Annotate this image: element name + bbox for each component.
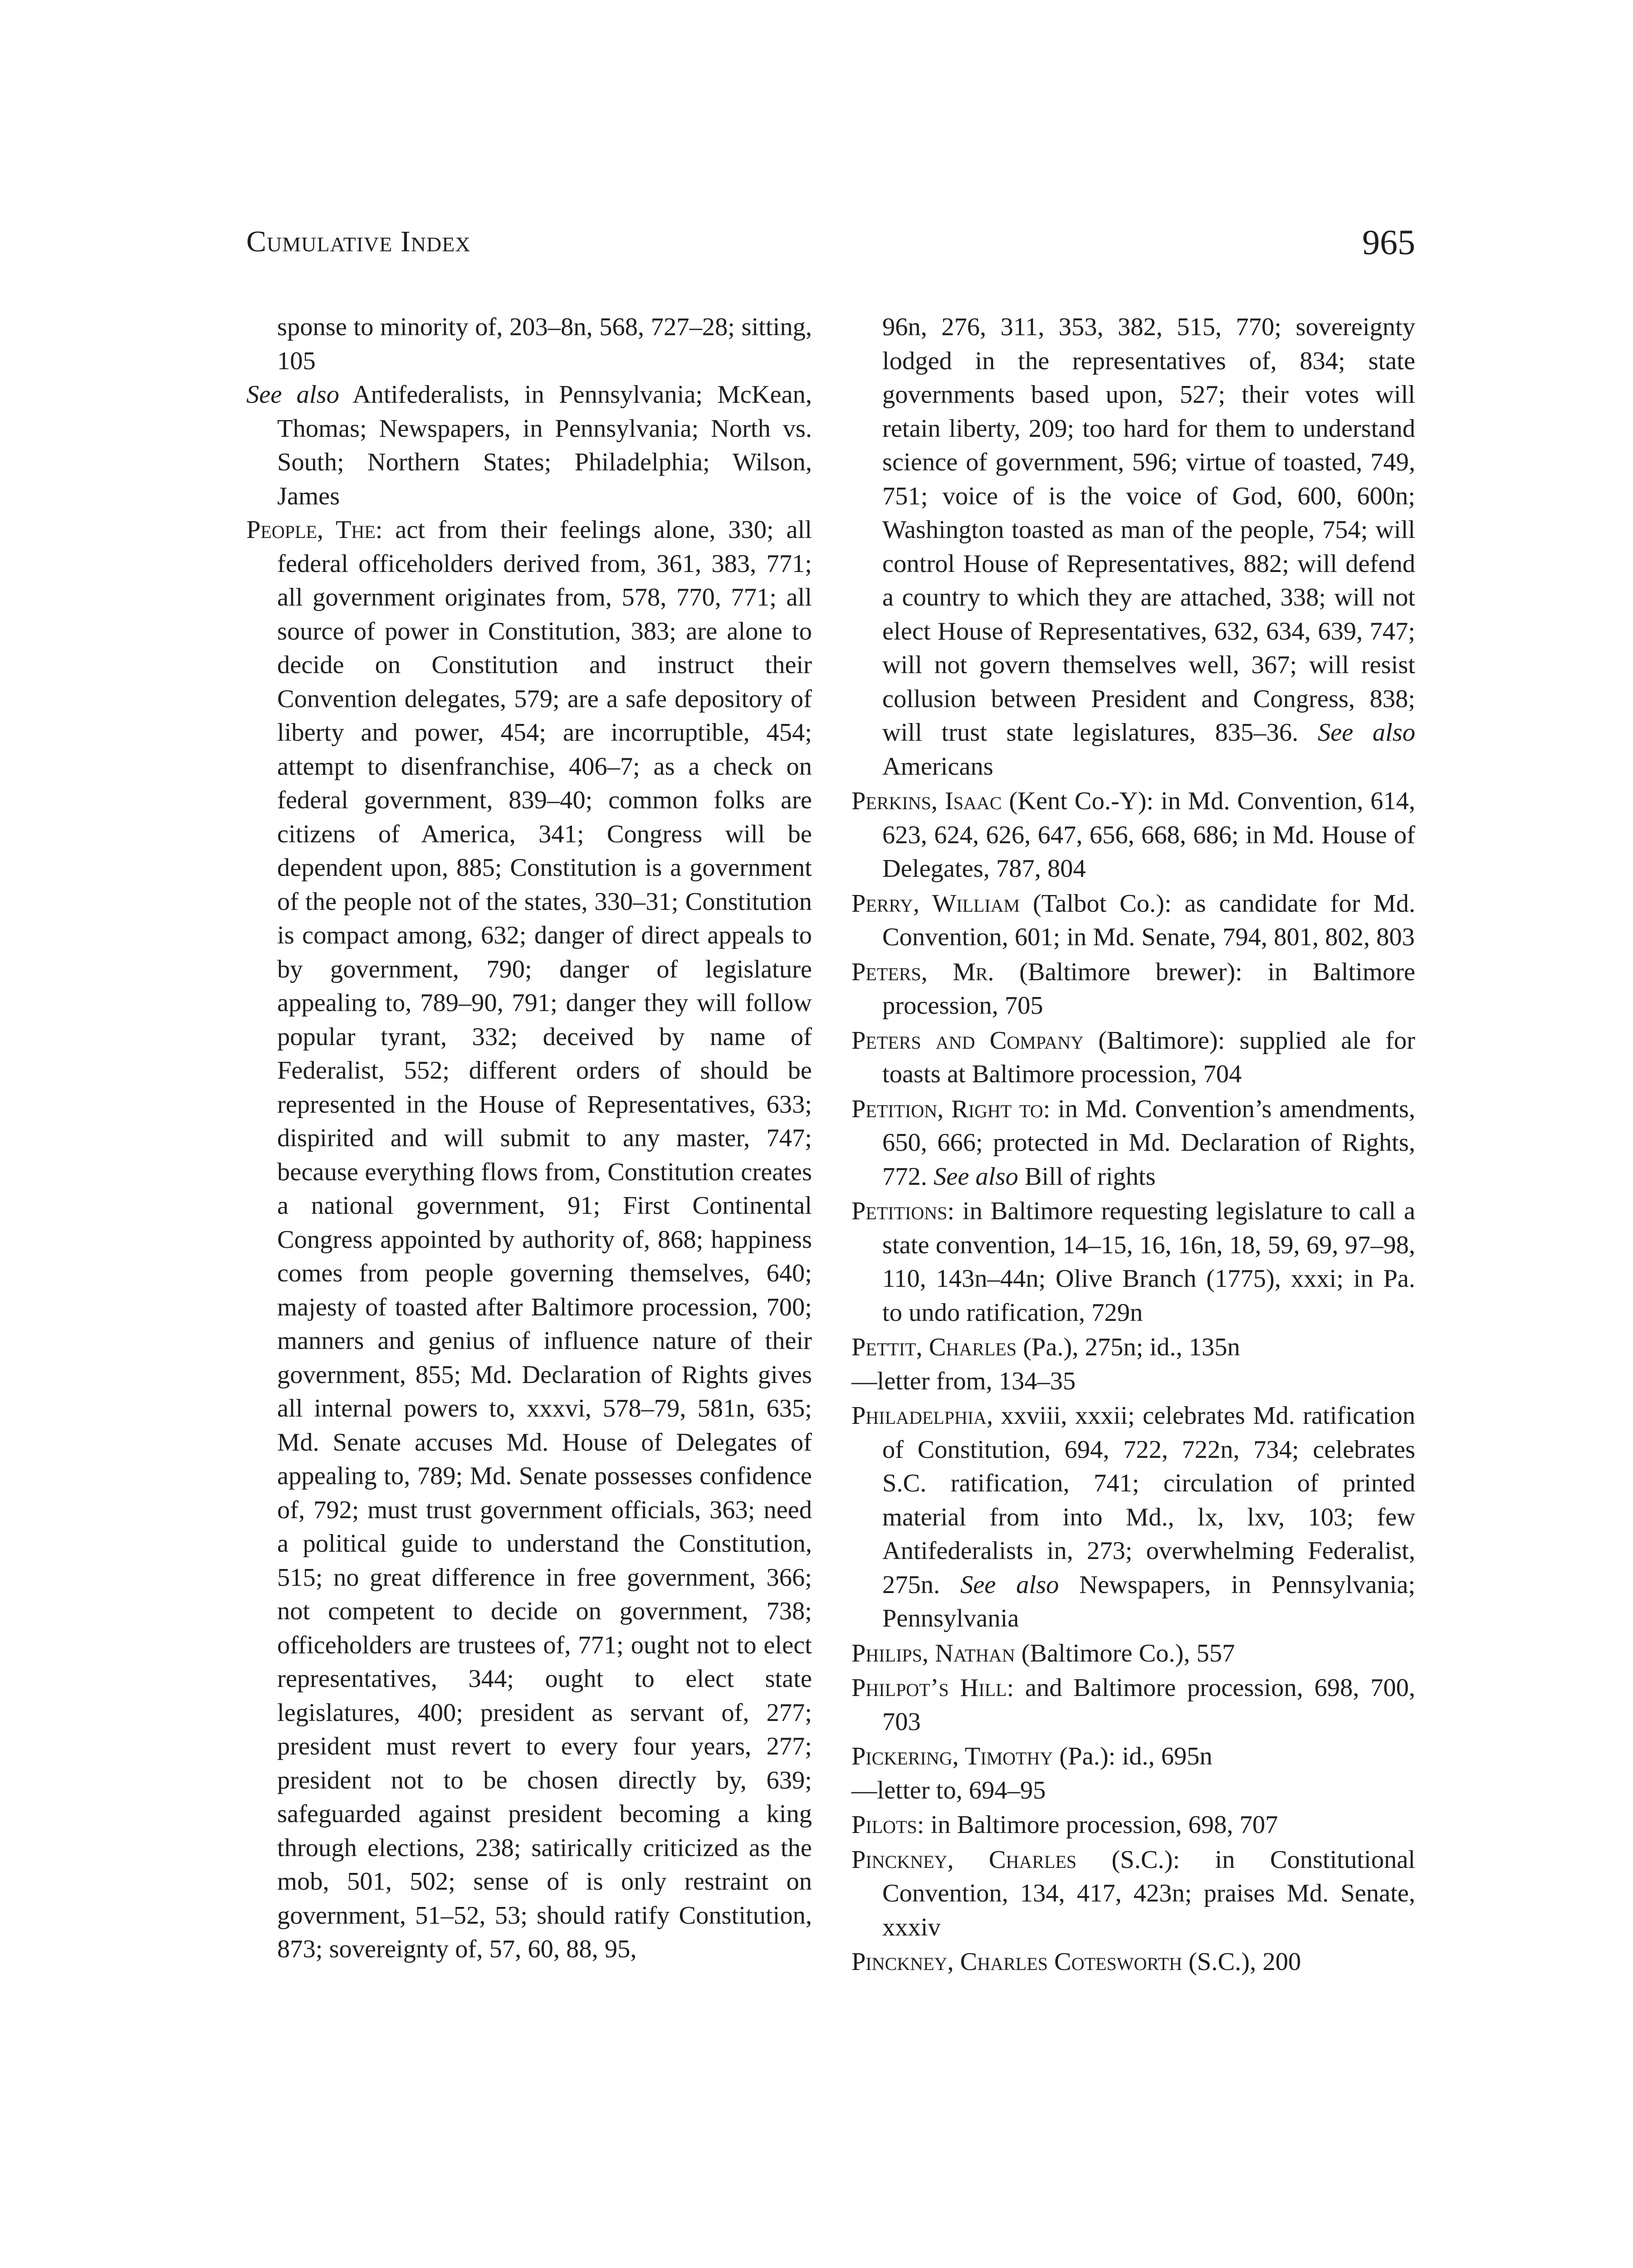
entry-headword: Pickering, Timothy	[851, 1742, 1053, 1770]
index-entry-peters	[851, 955, 1415, 1023]
index-entry-pinckney-charles	[851, 1843, 1415, 1945]
entry-headword: Pettit, Charles	[851, 1333, 1017, 1361]
see-also-text: Bill of rights	[1018, 1162, 1156, 1191]
index-entry-philips	[851, 1637, 1415, 1671]
entry-text: (Kent Co.-Y): in Md. Convention, 614, 623, 624, 626, 647, 656, 668, 686; in Md. House of Delegates, 787, 804	[882, 787, 1415, 883]
entry-text: (S.C.): in Constitutional Convention, 134, 417, 423n; praises Md. Senate, xxxiv	[882, 1845, 1416, 1941]
subentry-text: —letter from, 134–35	[851, 1367, 1076, 1395]
entry-text: sponse to minority of, 203–8n, 568, 727–28; sitting, 105	[277, 313, 812, 375]
entry-text: : act from their feelings alone, 330; all federal officeholders derived from, 361, 383, 771; all government originates from, 578, 770, 771; all source of power in Constitution, 383; are alone to decide on Constitution and instruct their Convention delegates, 579; are a safe depository of liberty and power, 454; are incorruptible, 454; attempt to disenfranchise, 406–7; as a check on federal government, 839–40; common folks are citizens of America, 341; Congress will be dependent upon, 885; Constitution is a government of the people not of the states, 330–31; Constitution is compact among, 632; danger of direct appeals to by government, 790; danger of legislature appealing to, 789–90, 791; danger they will follow popular tyrant, 332; deceived by name of Federalist, 552; different orders of should be represented in the House of Representatives, 633; dispirited and will submit to any master, 747; because everything flows from, Constitution creates a national government, 91; First Continental Congress appointed by authority of, 868; happiness comes from people governing themselves, 640; majesty of toasted after Baltimore procession, 700; manners and genius of influence nature of their government, 855; Md. Declaration of Rights gives all internal powers to, xxxvi, 578–79, 581n, 635; Md. Senate accuses Md. House of Delegates of appealing to, 789; Md. Senate possesses confidence of, 792; must trust government officials, 363; need a political guide to understand the Constitution, 515; no great difference in free government, 366; not competent to decide on government, 738; officeholders are trustees of, 771; ought not to elect representatives, 344; ought to elect state legislatures, 400; president as servant of, 277; president must revert to every four years, 277; president not to be chosen directly by, 639; safeguarded against president becoming a king through elections, 238; satirically criticized as the mob, 501, 502; sense of is only restraint on government, 51–52, 53; should ratify Constitution, 873; sovereignty of, 57, 60, 88, 95,	[277, 516, 812, 1963]
entry-text: (Baltimore Co.), 557	[1015, 1639, 1235, 1667]
entry-headword: Philadelphia	[851, 1402, 987, 1430]
index-column-right	[851, 310, 1415, 1979]
index-entry-pickering	[851, 1740, 1415, 1774]
index-entry-perry	[851, 887, 1415, 954]
entry-headword: Petitions	[851, 1197, 948, 1225]
running-head-title: Cumulative Index	[246, 225, 471, 258]
index-entry-pennsylvania-see-also	[246, 378, 812, 513]
entry-headword: People, The	[246, 516, 376, 544]
entry-text: (Pa.), 275n; id., 135n	[1016, 1333, 1240, 1361]
entry-headword: Pinckney, Charles	[851, 1845, 1077, 1874]
index-entry-petitions	[851, 1194, 1415, 1330]
entry-headword: Pilots	[851, 1811, 917, 1839]
running-head	[246, 222, 1415, 274]
index-entry-philadelphia	[851, 1399, 1415, 1636]
entry-headword: Peters, Mr.	[851, 958, 994, 986]
entry-text: : in Md. Convention’s amendments, 650, 666; protected in Md. Declaration of Rights, 772.	[882, 1095, 1415, 1191]
index-entry-pennsylvania-continued	[246, 310, 812, 378]
entry-text: (Pa.): id., 695n	[1053, 1742, 1213, 1770]
entry-text: (Baltimore): supplied ale for toasts at Baltimore procession, 704	[882, 1026, 1415, 1088]
entry-text: : in Baltimore procession, 698, 707	[917, 1811, 1278, 1839]
index-entry-philpots-hill	[851, 1671, 1415, 1739]
index-entry-people-continued	[851, 310, 1415, 783]
subentry-text: —letter to, 694–95	[851, 1776, 1046, 1804]
see-also-text: Newspapers, in Pennsylvania; Pennsylvania	[882, 1570, 1416, 1633]
see-also-text: Antifederalists, in Pennsylvania; McKean, Thomas; Newspapers, in Pennsylvania; North vs. South; Northern States; Philadelphia; Wilson, James	[277, 381, 812, 510]
entry-text: : and Baltimore procession, 698, 700, 703	[882, 1674, 1415, 1736]
index-entry-peters-and-company	[851, 1024, 1415, 1091]
see-also-label: See also	[934, 1162, 1018, 1191]
entry-headword: Peters and Company	[851, 1026, 1084, 1055]
index-subentry-pickering-letter	[851, 1774, 1415, 1808]
entry-headword: Philips, Nathan	[851, 1639, 1015, 1667]
see-also-label: See also	[246, 381, 339, 409]
entry-headword: Perry, William	[851, 889, 1020, 918]
entry-text: 96n, 276, 311, 353, 382, 515, 770; sovereignty lodged in the representatives of, 834; state governments based upon, 527; their votes will retain liberty, 209; too hard for them to understand science of government, 596; virtue of toasted, 749, 751; voice of is the voice of God, 600, 600n; Washington toasted as man of the people, 754; will control House of Representatives, 882; will defend a country to which they are attached, 338; will not elect House of Representatives, 632, 634, 639, 747; will not govern themselves well, 367; will resist collusion between President and Congress, 838; will trust state legislatures, 835–36.	[882, 313, 1415, 747]
index-entry-pettit	[851, 1330, 1415, 1364]
entry-headword: Philpot’s Hill	[851, 1674, 1007, 1702]
entry-headword: Perkins, Isaac	[851, 787, 1002, 815]
entry-text: , xxviii, xxxii; celebrates Md. ratification of Constitution, 694, 722, 722n, 734; celebrates S.C. ratification, 741; circulation of printed material from into Md., lx, lxv, 103; few Antifederalists in, 273; overwhelming Federalist, 275n.	[882, 1402, 1415, 1599]
index-entry-pinckney-charles-cotesworth	[851, 1945, 1415, 1979]
index-column-left	[246, 310, 812, 1966]
entry-text: (Talbot Co.): as candidate for Md. Convention, 601; in Md. Senate, 794, 801, 802, 803	[882, 889, 1415, 951]
entry-text: (S.C.), 200	[1182, 1948, 1301, 1976]
page-number: 965	[1362, 222, 1415, 262]
see-also-label: See also	[1317, 719, 1415, 747]
index-entry-perkins	[851, 784, 1415, 886]
index-entry-pilots	[851, 1808, 1415, 1842]
index-entry-petition-right-to	[851, 1092, 1415, 1194]
entry-headword: Pinckney, Charles Cotesworth	[851, 1948, 1182, 1976]
index-subentry-pettit-letter	[851, 1364, 1415, 1398]
index-entry-people	[246, 513, 812, 1966]
see-also-text: Americans	[882, 752, 993, 781]
entry-text: (Baltimore brewer): in Baltimore procession, 705	[882, 958, 1415, 1020]
see-also-label: See also	[960, 1570, 1059, 1599]
entry-text: : in Baltimore requesting legislature to call a state convention, 14–15, 16, 16n, 18, 59, 69, 97–98, 110, 143n–44n; Olive Branch (1775), xxxi; in Pa. to undo ratification, 729n	[882, 1197, 1415, 1327]
entry-headword: Petition, Right to	[851, 1095, 1043, 1123]
